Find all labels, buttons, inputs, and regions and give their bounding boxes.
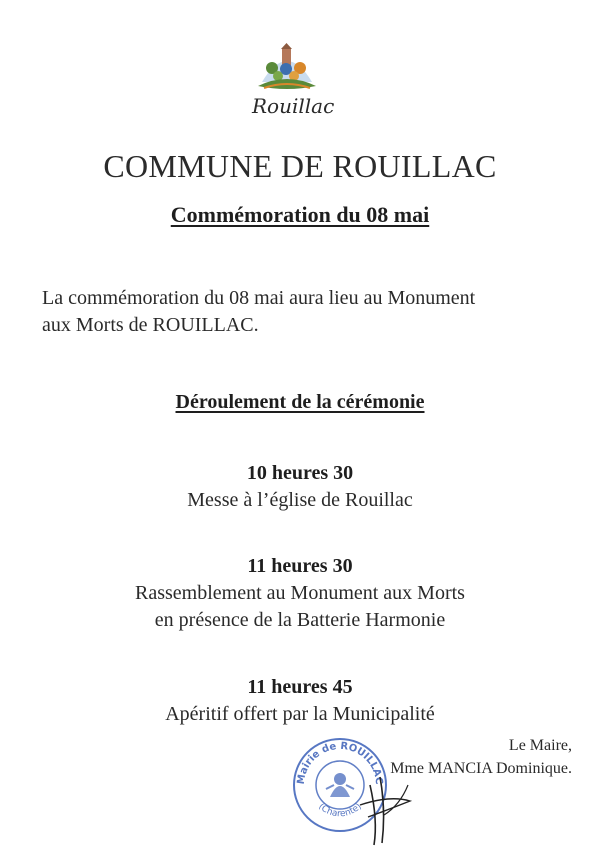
program-event	[0, 460, 600, 514]
logo-emblem-icon	[252, 42, 322, 98]
program-event	[0, 674, 600, 728]
commune-logo	[252, 42, 335, 124]
event-time: 11 heures 30	[247, 555, 353, 577]
intro-paragraph	[42, 285, 562, 339]
event-description: en présence de la Batterie Harmonie	[154, 609, 446, 631]
event-time: 11 heures 45	[247, 676, 353, 698]
event-time: 10 heures 30	[246, 462, 354, 484]
intro-line: La commémoration du 08 mai aura lieu au Monument	[42, 287, 476, 309]
signatory-name: Mme MANCIA Dominique.	[390, 760, 572, 777]
logo-wordmark: Rouillac	[252, 94, 335, 118]
intro-line: aux Morts de ROUILLAC.	[42, 314, 259, 336]
event-description: Messe à l’église de Rouillac	[187, 489, 413, 511]
program-event	[0, 553, 600, 634]
document-subtitle: Commémoration du 08 mai	[170, 202, 430, 227]
signatory-title: Le Maire,	[508, 737, 572, 754]
event-description: Apéritif offert par la Municipalité	[165, 703, 435, 725]
event-description: Rassemblement au Monument aux Morts	[135, 582, 465, 604]
stamp-top-text: Mairie de ROUILLAC	[295, 740, 385, 786]
page-title: COMMUNE DE ROUILLAC	[103, 148, 497, 184]
stamp-bottom-text: (Charente)	[316, 801, 364, 820]
program-heading: Déroulement de la cérémonie	[175, 391, 425, 413]
